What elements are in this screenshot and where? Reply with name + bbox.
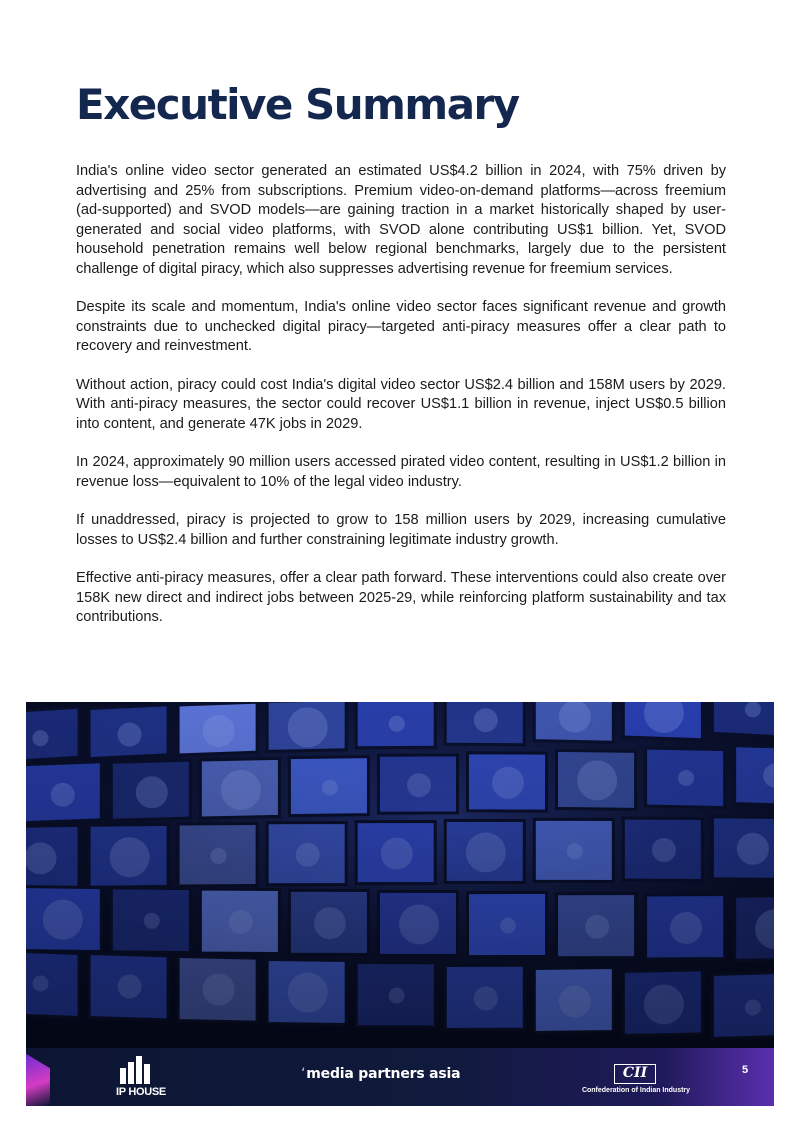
page-title: Executive Summary xyxy=(76,80,519,129)
media-partners-asia-logo xyxy=(301,1066,460,1082)
paragraph-1: India's online video sector generated an estimated US$4.2 billion in 2024, with 75% driven by advertising and 25% from subscriptions. Premium video-on-demand platforms—across freemium (ad-supported) and SVOD models—are gaining traction in a market historically shaped by user-generated and social video platforms, with SVOD alone contributing US$1 billion. Yet, SVOD household penetration remains well below regional benchmarks, largely due to the persistent challenge of digital piracy, which also suppresses advertising revenue for freemium services. xyxy=(76,163,726,277)
cii-logo xyxy=(576,1064,696,1100)
video-wall-illustration xyxy=(26,702,774,1048)
mpa-mark-icon: ‘ xyxy=(301,1066,306,1082)
cii-wordmark: CII xyxy=(614,1064,656,1084)
ip-house-wordmark: IP HOUSE xyxy=(116,1086,166,1098)
cii-subtitle: Confederation of Indian Industry xyxy=(581,1087,691,1094)
paragraph-5: If unaddressed, piracy is projected to grow to 158 million users by 2029, increasing cumulative losses to US$2.4 billion and further constraining legitimate industry growth. xyxy=(76,512,726,548)
paragraph-6: Effective anti-piracy measures, offer a clear path forward. These interventions could also create over 158K new direct and indirect jobs between 2025-29, while reinforcing platform sustainability and tax contributions. xyxy=(76,570,726,625)
summary-body xyxy=(76,162,726,647)
paragraph-2: Despite its scale and momentum, India's online video sector faces significant revenue and growth constraints due to unchecked digital piracy—targeted anti-piracy measures offer a clear path to recovery and reinvestment. xyxy=(76,299,726,354)
paragraph-4: In 2024, approximately 90 million users accessed pirated video content, resulting in US$1.2 billion in revenue loss—equivalent to 10% of the legal video industry. xyxy=(76,454,726,490)
ip-house-logo xyxy=(116,1056,166,1100)
mpa-wordmark: media partners asia xyxy=(306,1066,461,1082)
paragraph-3: Without action, piracy could cost India's digital video sector US$2.4 billion and 158M users by 2029. With anti-piracy measures, the sector could recover US$1.1 billion in revenue, inject US$0.5 billion into content, and generate 47K jobs in 2029. xyxy=(76,376,726,432)
ip-house-icon xyxy=(120,1056,156,1084)
footer-bar xyxy=(26,1048,774,1106)
footer-accent xyxy=(26,1048,50,1106)
page-number: 5 xyxy=(741,1064,749,1076)
hero-image xyxy=(26,702,774,1048)
